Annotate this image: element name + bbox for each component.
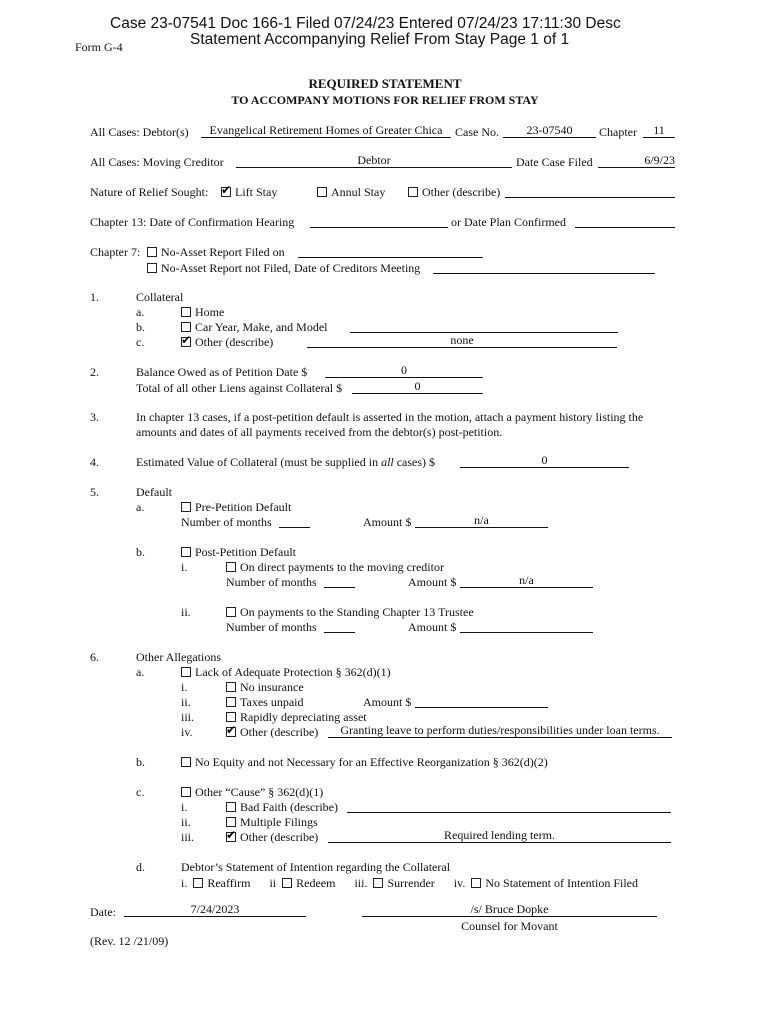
no-asset-filed-field[interactable]	[298, 243, 483, 258]
taxes-amount-field[interactable]	[415, 693, 548, 708]
redeem-checkbox[interactable]	[282, 878, 292, 888]
date-field[interactable]: 7/24/2023	[124, 902, 306, 917]
s6-c-i-numeral: i.	[181, 800, 188, 814]
s6-b-letter: b.	[136, 755, 145, 769]
pre-amount-field[interactable]: n/a	[415, 513, 548, 528]
car-model-field[interactable]	[350, 318, 618, 333]
collateral-value-label-em: all	[381, 455, 394, 469]
trustee-payments-label: On payments to the Standing Chapter 13 Trustee	[240, 605, 474, 619]
page-title: REQUIRED STATEMENT	[308, 76, 462, 91]
allegation-other-field[interactable]: Granting leave to perform duties/responsibilities under loan terms.	[328, 723, 672, 738]
intention-label: Debtor’s Statement of Intention regarding the Collateral	[181, 860, 451, 874]
s6-title: Other Allegations	[136, 650, 221, 664]
collateral-home-option[interactable]	[181, 305, 224, 320]
trustee-months-label: Number of months	[226, 620, 317, 634]
no-insurance-checkbox[interactable]	[226, 682, 236, 692]
cause-other-field[interactable]: Required lending term.	[328, 828, 671, 843]
collateral-value-label-pre: Estimated Value of Collateral (must be supplied in	[136, 455, 382, 469]
multiple-filings-checkbox[interactable]	[226, 817, 236, 827]
collateral-other-checkbox[interactable]	[181, 337, 191, 347]
s5-number: 5.	[90, 485, 99, 499]
trustee-months-field[interactable]	[324, 618, 355, 633]
lift-stay-checkbox[interactable]	[221, 187, 231, 197]
cause-other-option[interactable]	[226, 830, 318, 845]
collateral-other-label: Other (describe)	[195, 335, 274, 349]
reaffirm-numeral: i.	[181, 876, 188, 890]
reaffirm-checkbox[interactable]	[193, 878, 203, 888]
post-petition-checkbox[interactable]	[181, 547, 191, 557]
s6-c-iii-numeral: iii.	[181, 830, 195, 844]
s3-number: 3.	[90, 410, 99, 424]
no-asset-not-filed-checkbox[interactable]	[147, 263, 157, 273]
relief-label: Nature of Relief Sought:	[90, 185, 209, 199]
multiple-filings-option[interactable]	[226, 815, 318, 830]
lack-protection-checkbox[interactable]	[181, 667, 191, 677]
s5-a-letter: a.	[136, 500, 145, 514]
creditors-meeting-field[interactable]	[433, 259, 655, 274]
pre-months-field[interactable]	[279, 513, 310, 528]
debtor-label: All Cases: Debtor(s)	[90, 125, 189, 139]
no-asset-filed-label: No-Asset Report Filed on	[161, 245, 285, 259]
relief-other-label: Other (describe)	[422, 185, 501, 199]
s5-b-ii-numeral: ii.	[181, 605, 191, 619]
direct-months-field[interactable]	[324, 573, 355, 588]
trustee-amount-label: Amount $	[408, 620, 457, 634]
date-filed-field[interactable]: 6/9/23	[598, 153, 675, 168]
other-cause-checkbox[interactable]	[181, 787, 191, 797]
s6-a-ii-numeral: ii.	[181, 695, 191, 709]
s6-a-iii-numeral: iii.	[181, 710, 195, 724]
s6-a-i-numeral: i.	[181, 680, 188, 694]
signature-field[interactable]: /s/ Bruce Dopke	[362, 902, 657, 917]
no-asset-filed-option[interactable]	[147, 245, 285, 260]
surrender-numeral: iii.	[354, 876, 368, 890]
taxes-amount-label: Amount $	[363, 695, 412, 709]
date-label: Date:	[90, 905, 116, 919]
relief-other-checkbox[interactable]	[408, 187, 418, 197]
s4-number: 4.	[90, 455, 99, 469]
lift-stay-label: Lift Stay	[235, 185, 278, 199]
collateral-car-label: Car Year, Make, and Model	[195, 320, 328, 334]
collateral-car-option[interactable]	[181, 320, 328, 335]
direct-payments-label: On direct payments to the moving creditor	[240, 560, 444, 574]
collateral-value-label-post: cases) $	[393, 455, 436, 469]
chapter-field[interactable]: 11	[643, 123, 675, 138]
depreciating-label: Rapidly depreciating asset	[240, 710, 367, 724]
pre-months-label: Number of months	[181, 515, 272, 529]
revision-label: (Rev. 12 /21/09)	[90, 934, 169, 948]
ch7-label: Chapter 7:	[90, 245, 141, 259]
s6-number: 6.	[90, 650, 99, 664]
case-stamp-line1: Case 23-07541 Doc 166-1 Filed 07/24/23 Entered 07/24/23 17:11:30 Desc	[110, 15, 621, 32]
direct-payments-checkbox[interactable]	[226, 562, 236, 572]
bad-faith-checkbox[interactable]	[226, 802, 236, 812]
direct-amount-label: Amount $	[408, 575, 457, 589]
collateral-other-option[interactable]	[181, 335, 273, 350]
surrender-checkbox[interactable]	[373, 878, 383, 888]
collateral-home-checkbox[interactable]	[181, 307, 191, 317]
other-cause-label: Other “Cause” § 362(d)(1)	[195, 785, 324, 799]
creditor-field[interactable]: Debtor	[236, 153, 512, 168]
balance-label: Balance Owed as of Petition Date $	[136, 365, 308, 379]
ch13-label: Chapter 13: Date of Confirmation Hearing	[90, 215, 295, 229]
s6-a-iv-numeral: iv.	[181, 725, 193, 739]
trustee-payments-checkbox[interactable]	[226, 607, 236, 617]
s1-c-letter: c.	[136, 335, 145, 349]
s2-number: 2.	[90, 365, 99, 379]
counsel-label: Counsel for Movant	[461, 919, 558, 933]
taxes-unpaid-label: Taxes unpaid	[240, 695, 304, 709]
allegation-other-label: Other (describe)	[240, 725, 319, 739]
plan-confirmed-field[interactable]	[575, 213, 675, 228]
s6-c-letter: c.	[136, 785, 145, 799]
s1-a-letter: a.	[136, 305, 145, 319]
s1-b-letter: b.	[136, 320, 145, 334]
no-equity-label: No Equity and not Necessary for an Effective Reorganization § 362(d)(2)	[195, 755, 548, 769]
collateral-other-field[interactable]: none	[307, 333, 617, 348]
redeem-label: Redeem	[296, 876, 336, 890]
collateral-value-field[interactable]: 0	[460, 453, 629, 468]
no-equity-option[interactable]	[181, 755, 548, 770]
annul-stay-option[interactable]	[317, 185, 385, 200]
bad-faith-option[interactable]	[226, 800, 338, 815]
bad-faith-field[interactable]	[347, 798, 671, 813]
annul-stay-checkbox[interactable]	[317, 187, 327, 197]
direct-months-label: Number of months	[226, 575, 317, 589]
allegation-other-checkbox[interactable]	[226, 727, 236, 737]
no-asset-not-filed-option[interactable]	[147, 261, 420, 276]
s5-b-letter: b.	[136, 545, 145, 559]
pre-petition-option[interactable]	[181, 500, 291, 515]
surrender-label: Surrender	[387, 876, 435, 890]
no-statement-label: No Statement of Intention Filed	[485, 876, 639, 890]
pre-petition-label: Pre-Petition Default	[195, 500, 292, 514]
collateral-car-checkbox[interactable]	[181, 322, 191, 332]
pre-petition-checkbox[interactable]	[181, 502, 191, 512]
other-cause-option[interactable]	[181, 785, 323, 800]
case-no-field[interactable]: 23-07540	[503, 123, 596, 138]
s5-b-i-numeral: i.	[181, 560, 188, 574]
collateral-value-label	[136, 455, 435, 470]
page-subtitle: TO ACCOMPANY MOTIONS FOR RELIEF FROM STAY	[231, 93, 539, 107]
date-filed-label: Date Case Filed	[516, 155, 593, 169]
no-asset-filed-checkbox[interactable]	[147, 247, 157, 257]
pre-amount-label: Amount $	[363, 515, 412, 529]
collateral-home-label: Home	[195, 305, 225, 319]
direct-amount-field[interactable]: n/a	[460, 573, 593, 588]
no-asset-not-filed-label: No-Asset Report not Filed, Date of Creditors Meeting	[161, 261, 421, 275]
no-insurance-label: No insurance	[240, 680, 304, 694]
cause-other-checkbox[interactable]	[226, 832, 236, 842]
relief-other-option[interactable]	[408, 185, 500, 200]
no-equity-checkbox[interactable]	[181, 757, 191, 767]
creditor-label: All Cases: Moving Creditor	[90, 155, 224, 169]
depreciating-checkbox[interactable]	[226, 712, 236, 722]
trustee-amount-field[interactable]	[460, 618, 593, 633]
s5-title: Default	[136, 485, 172, 499]
s3-line2: amounts and dates of all payments received from the debtor(s) post-petition.	[136, 425, 503, 439]
lack-protection-option[interactable]	[181, 665, 391, 680]
post-petition-option[interactable]	[181, 545, 296, 560]
bad-faith-label: Bad Faith (describe)	[240, 800, 338, 814]
intention-options	[181, 876, 638, 891]
no-statement-checkbox[interactable]	[471, 878, 481, 888]
taxes-unpaid-checkbox[interactable]	[226, 697, 236, 707]
cause-other-label: Other (describe)	[240, 830, 319, 844]
s1-title: Collateral	[136, 290, 184, 304]
balance-field[interactable]: 0	[325, 363, 483, 378]
confirmation-hearing-field[interactable]	[310, 213, 448, 228]
allegation-other-option[interactable]	[226, 725, 318, 740]
chapter-label: Chapter	[599, 125, 637, 139]
reaffirm-label: Reaffirm	[207, 876, 251, 890]
relief-other-field[interactable]	[505, 183, 675, 198]
s3-line1: In chapter 13 cases, if a post-petition default is asserted in the motion, attach a payment history listing the	[136, 410, 644, 424]
form-id: Form G-4	[75, 40, 123, 54]
post-petition-label: Post-Petition Default	[195, 545, 296, 559]
no-insurance-option[interactable]	[226, 680, 304, 695]
plan-confirmed-label: or Date Plan Confirmed	[451, 215, 566, 229]
no-statement-numeral: iv.	[453, 876, 466, 890]
lift-stay-option[interactable]	[221, 185, 277, 200]
annul-stay-label: Annul Stay	[331, 185, 386, 199]
lack-protection-label: Lack of Adequate Protection § 362(d)(1)	[195, 665, 391, 679]
redeem-numeral: ii	[269, 876, 277, 890]
s6-d-letter: d.	[136, 860, 145, 874]
taxes-unpaid-option[interactable]	[226, 695, 303, 710]
case-no-label: Case No.	[455, 125, 499, 139]
s1-number: 1.	[90, 290, 99, 304]
s6-a-letter: a.	[136, 665, 145, 679]
liens-label: Total of all other Liens against Collateral $	[136, 381, 343, 395]
liens-field[interactable]: 0	[352, 379, 483, 394]
case-stamp-line2: Statement Accompanying Relief From Stay Page 1 of 1	[190, 31, 570, 48]
multiple-filings-label: Multiple Filings	[240, 815, 318, 829]
debtor-field[interactable]: Evangelical Retirement Homes of Greater Chica	[201, 123, 451, 138]
s6-c-ii-numeral: ii.	[181, 815, 191, 829]
